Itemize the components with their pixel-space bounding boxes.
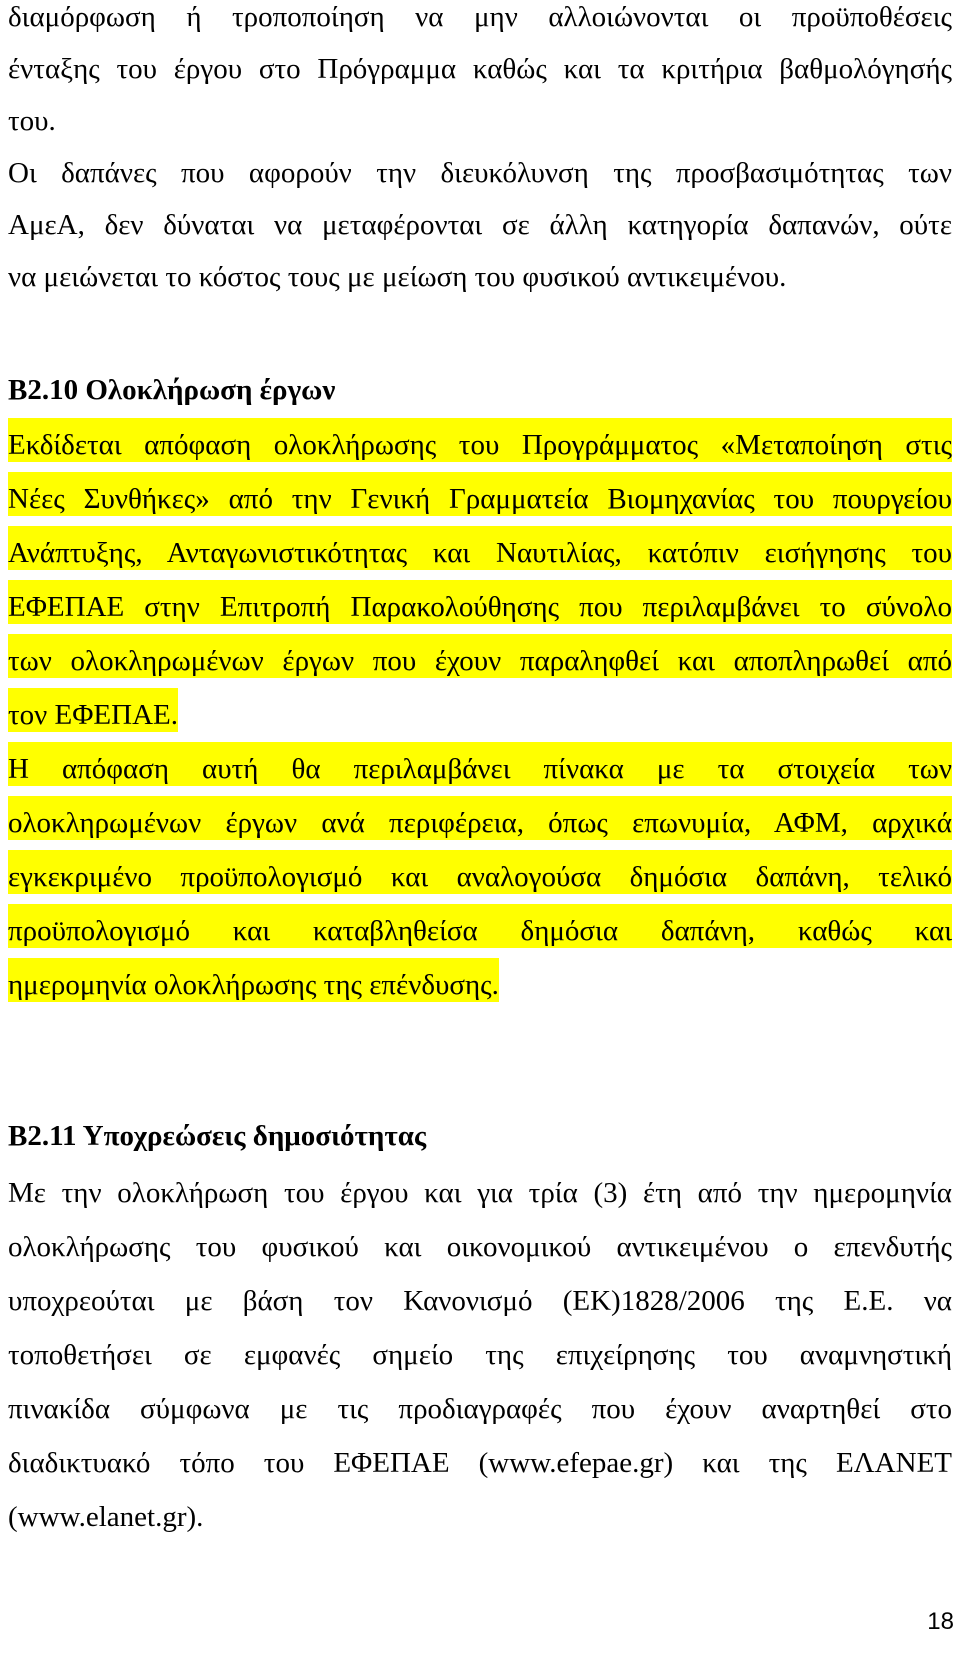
highlighted-text-line: εγκεκριμένο προϋπολογισμό και αναλογούσα δημόσια δαπάνη, τελικό bbox=[8, 850, 952, 894]
highlighted-text-line: Ανάπτυξης, Ανταγωνιστικότητας και Ναυτιλίας, κατόπιν εισήγησης του bbox=[8, 526, 952, 570]
text-line: τοποθετήσει σε εμφανές σημείο της επιχείρησης του αναμνηστική bbox=[8, 1339, 952, 1371]
highlighted-text-line: ημερομηνία ολοκλήρωσης της επένδυσης. bbox=[8, 958, 499, 1012]
highlighted-text-line: Η απόφαση αυτή θα περιλαμβάνει πίνακα με τα στοιχεία των bbox=[8, 742, 952, 786]
document-page bbox=[8, 0, 952, 1656]
section-heading-b2-11: Β2.11 Υποχρεώσεις δημοσιότητας bbox=[8, 1120, 427, 1152]
highlighted-text-line: τον ΕΦΕΠΑΕ. bbox=[8, 688, 178, 742]
highlighted-text-line: ολοκληρωμένων έργων ανά περιφέρεια, όπως επωνυμία, ΑΦΜ, αρχικά bbox=[8, 796, 952, 840]
section-heading-b2-10: Β2.10 Ολοκλήρωση έργων bbox=[8, 374, 336, 406]
text-line: ολοκλήρωσης του φυσικού και οικονομικού αντικειμένου ο επενδυτής bbox=[8, 1231, 952, 1263]
highlighted-text-line: των ολοκληρωμένων έργων που έχουν παραληφθεί και αποπληρωθεί από bbox=[8, 634, 952, 678]
highlighted-text-line: ΕΦΕΠΑΕ στην Επιτροπή Παρακολούθησης που περιλαμβάνει το σύνολο bbox=[8, 580, 952, 624]
highlighted-text-line: προϋπολογισμό και καταβληθείσα δημόσια δαπάνη, καθώς και bbox=[8, 904, 952, 948]
text-line: πινακίδα σύμφωνα με τις προδιαγραφές που έχουν αναρτηθεί στο bbox=[8, 1393, 952, 1425]
highlighted-text-line: Νέες Συνθήκες» από την Γενική Γραμματεία Βιομηχανίας του πουργείου bbox=[8, 472, 952, 516]
text-line: Οι δαπάνες που αφορούν την διευκόλυνση της προσβασιμότητας των bbox=[8, 157, 952, 189]
text-line: να μειώνεται το κόστος τους με μείωση του φυσικού αντικειμένου. bbox=[8, 261, 787, 293]
page-number: 18 bbox=[927, 1608, 954, 1635]
text-line: (www.elanet.gr). bbox=[8, 1501, 204, 1533]
text-line: διαμόρφωση ή τροποποίηση να μην αλλοιώνονται οι προϋποθέσεις bbox=[8, 1, 952, 33]
text-line: διαδικτυακό τόπο του ΕΦΕΠΑΕ (www.efepae.gr) και της ΕΛΑΝΕΤ bbox=[8, 1447, 952, 1479]
text-line: υποχρεούται με βάση τον Κανονισμό (ΕΚ)1828/2006 της Ε.Ε. να bbox=[8, 1285, 952, 1317]
highlighted-text-line: Εκδίδεται απόφαση ολοκλήρωσης του Προγράμματος «Μεταποίηση στις bbox=[8, 418, 952, 462]
text-line: Με την ολοκλήρωση του έργου και για τρία (3) έτη από την ημερομηνία bbox=[8, 1177, 952, 1209]
text-line: του. bbox=[8, 105, 56, 137]
text-line: ΑμεΑ, δεν δύναται να μεταφέρονται σε άλλη κατηγορία δαπανών, ούτε bbox=[8, 209, 952, 241]
text-line: ένταξης του έργου στο Πρόγραμμα καθώς και τα κριτήρια βαθμολόγησής bbox=[8, 53, 952, 85]
